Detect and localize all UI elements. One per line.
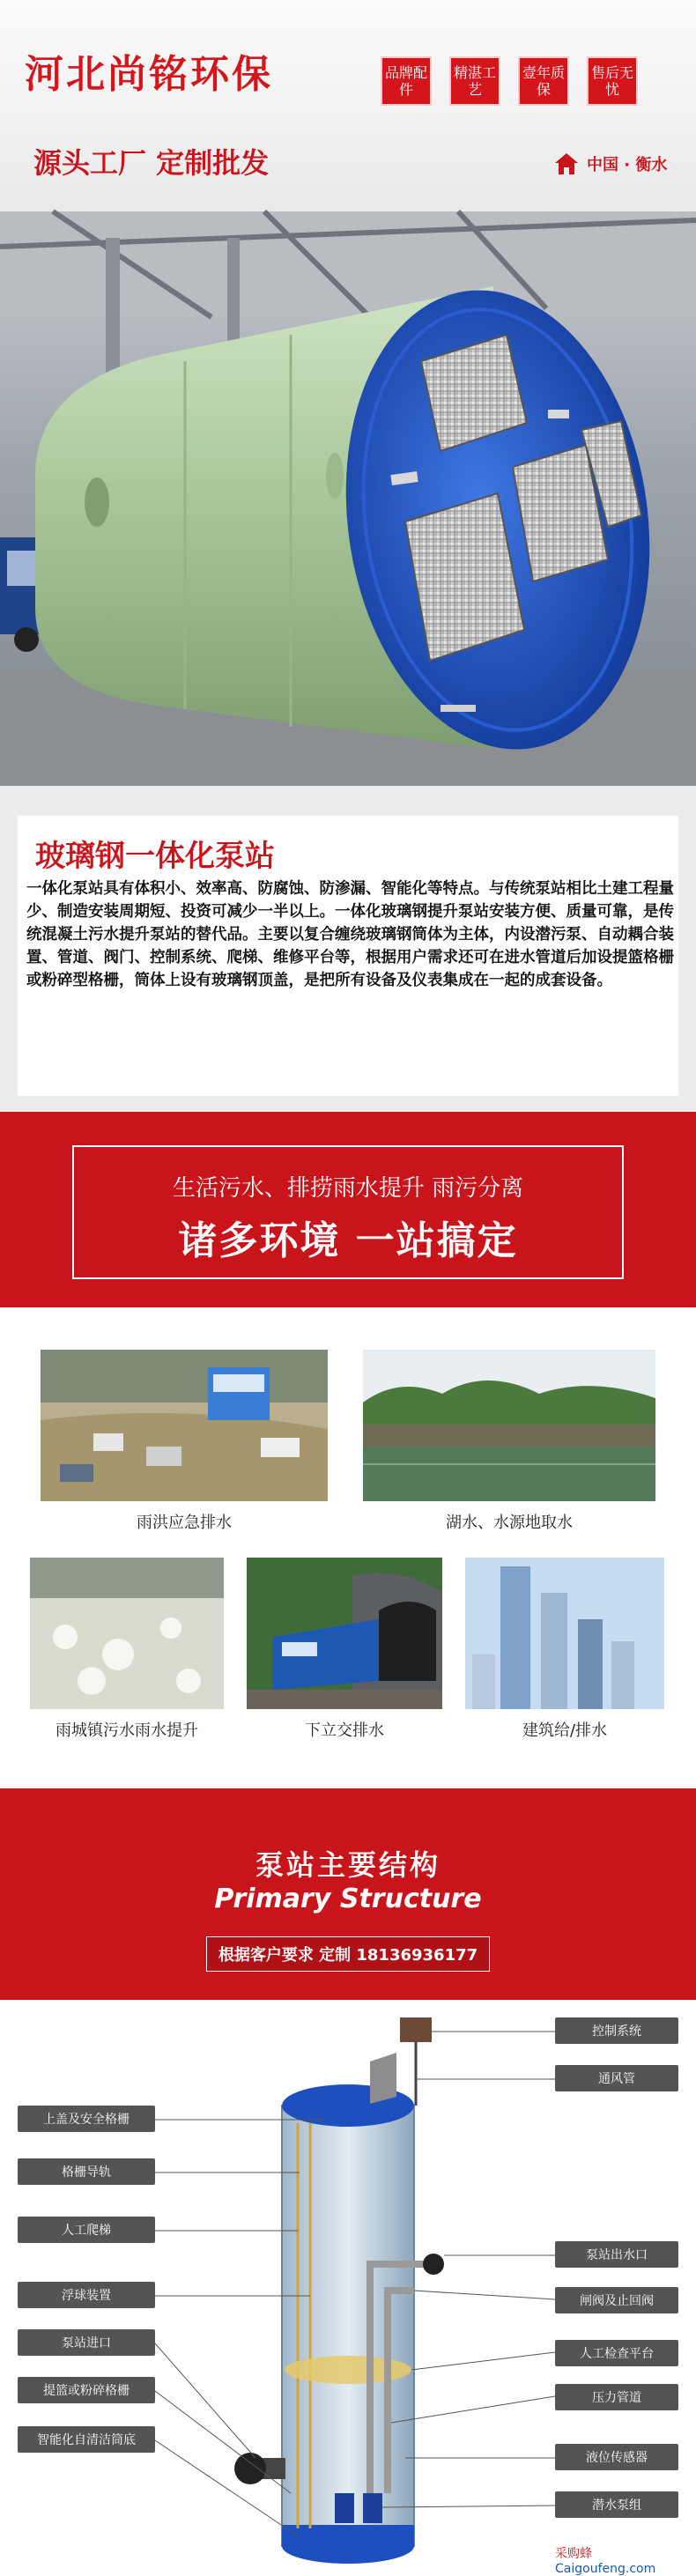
tank-illustration (0, 211, 696, 786)
feature-badges (381, 56, 638, 106)
label-ladder: 人工爬梯 (18, 2217, 155, 2243)
structure-diagram (0, 2000, 696, 2567)
caption-flood-drainage: 雨洪应急排水 (137, 1514, 232, 1532)
label-outlet: 泵站出水口 (555, 2241, 678, 2268)
intro-body: 一体化泵站具有体积小、效率高、防腐蚀、防渗漏、智能化等特点。与传统泵站相比土建工程量少、制造安装周期短、投资可减少一半以上。一体化玻璃钢提升泵站安装方便、质量可靠，是传统混凝土污水提升泵站的替代品。主要以复合缠绕玻璃钢筒体为主体，内设潜污泵、自动耦合装置、管道、阀门、控制系统、爬梯、维修平台等，根据用户需求还可在进水管道后加设提篮格栅或粉碎型格栅，筒体上设有玻璃钢顶盖，是把所有设备及仪表集成在一起的成套设备。 (26, 880, 674, 989)
caption-underpass: 下立交排水 (305, 1721, 384, 1740)
label-basket-grating: 提篮或粉碎格栅 (18, 2377, 155, 2403)
label-pressure-pipe: 压力管道 (555, 2384, 678, 2410)
house-icon (553, 152, 580, 176)
label-grating-rail: 格栅导轨 (18, 2158, 155, 2185)
label-pump-set: 潜水泵组 (555, 2491, 678, 2518)
structure-header (0, 1788, 696, 2000)
label-station-inlet: 泵站进口 (18, 2329, 155, 2356)
company-name: 河北尚铭环保 (25, 52, 273, 97)
banner-title: 诸多环境 一站搞定 (178, 1218, 518, 1263)
badge-warranty: 壹年质保 (518, 56, 569, 106)
page-header (0, 0, 696, 211)
label-vent-pipe: 通风管 (555, 2065, 678, 2091)
label-float-device: 浮球装置 (18, 2282, 155, 2308)
intro-title: 玻璃钢一体化泵站 (35, 839, 275, 874)
intro-section (0, 786, 696, 1112)
structure-title-en: Primary Structure (214, 1884, 482, 1914)
label-control-system: 控制系统 (555, 2017, 678, 2044)
label-cover-grating: 上盖及安全格栅 (18, 2106, 155, 2132)
photo-flood-drainage (41, 1350, 328, 1501)
label-inspection-platform: 人工检查平台 (555, 2340, 678, 2366)
badge-craft: 精湛工艺 (449, 56, 500, 106)
caption-buildings: 建筑给/排水 (522, 1721, 608, 1740)
label-level-sensor: 液位传感器 (555, 2444, 678, 2470)
label-self-clean-bottom: 智能化自清洁筒底 (18, 2426, 155, 2453)
label-valves: 闸阀及止回阀 (555, 2287, 678, 2313)
badge-after-sales: 售后无忧 (587, 56, 638, 106)
structure-title-cn: 泵站主要结构 (255, 1848, 441, 1882)
custom-order-phone[interactable]: 根据客户要求 定制 18136936177 (206, 1936, 490, 1972)
banner-subtitle: 生活污水、排捞雨水提升 雨污分离 (172, 1175, 524, 1202)
caption-sewage-lift: 雨城镇污水雨水提升 (56, 1721, 198, 1740)
photo-lake-intake (363, 1350, 655, 1501)
environments-banner (0, 1112, 696, 1307)
location-text: 中国 · 衡水 (587, 156, 668, 174)
hero-tank-photo (0, 211, 696, 786)
caption-lake-intake: 湖水、水源地取水 (446, 1514, 573, 1532)
slogan: 源头工厂 定制批发 (33, 146, 270, 180)
photo-underpass (247, 1558, 442, 1709)
watermark-prefix: 采购蜂 (555, 2547, 592, 2561)
watermark-domain: Caigoufeng.com (555, 2562, 656, 2576)
watermark (555, 2544, 696, 2576)
badge-brand-parts: 品牌配件 (381, 56, 432, 106)
application-scenarios (0, 1307, 696, 1788)
photo-buildings (465, 1558, 664, 1709)
photo-sewage-lift (30, 1558, 224, 1709)
location (553, 152, 667, 176)
